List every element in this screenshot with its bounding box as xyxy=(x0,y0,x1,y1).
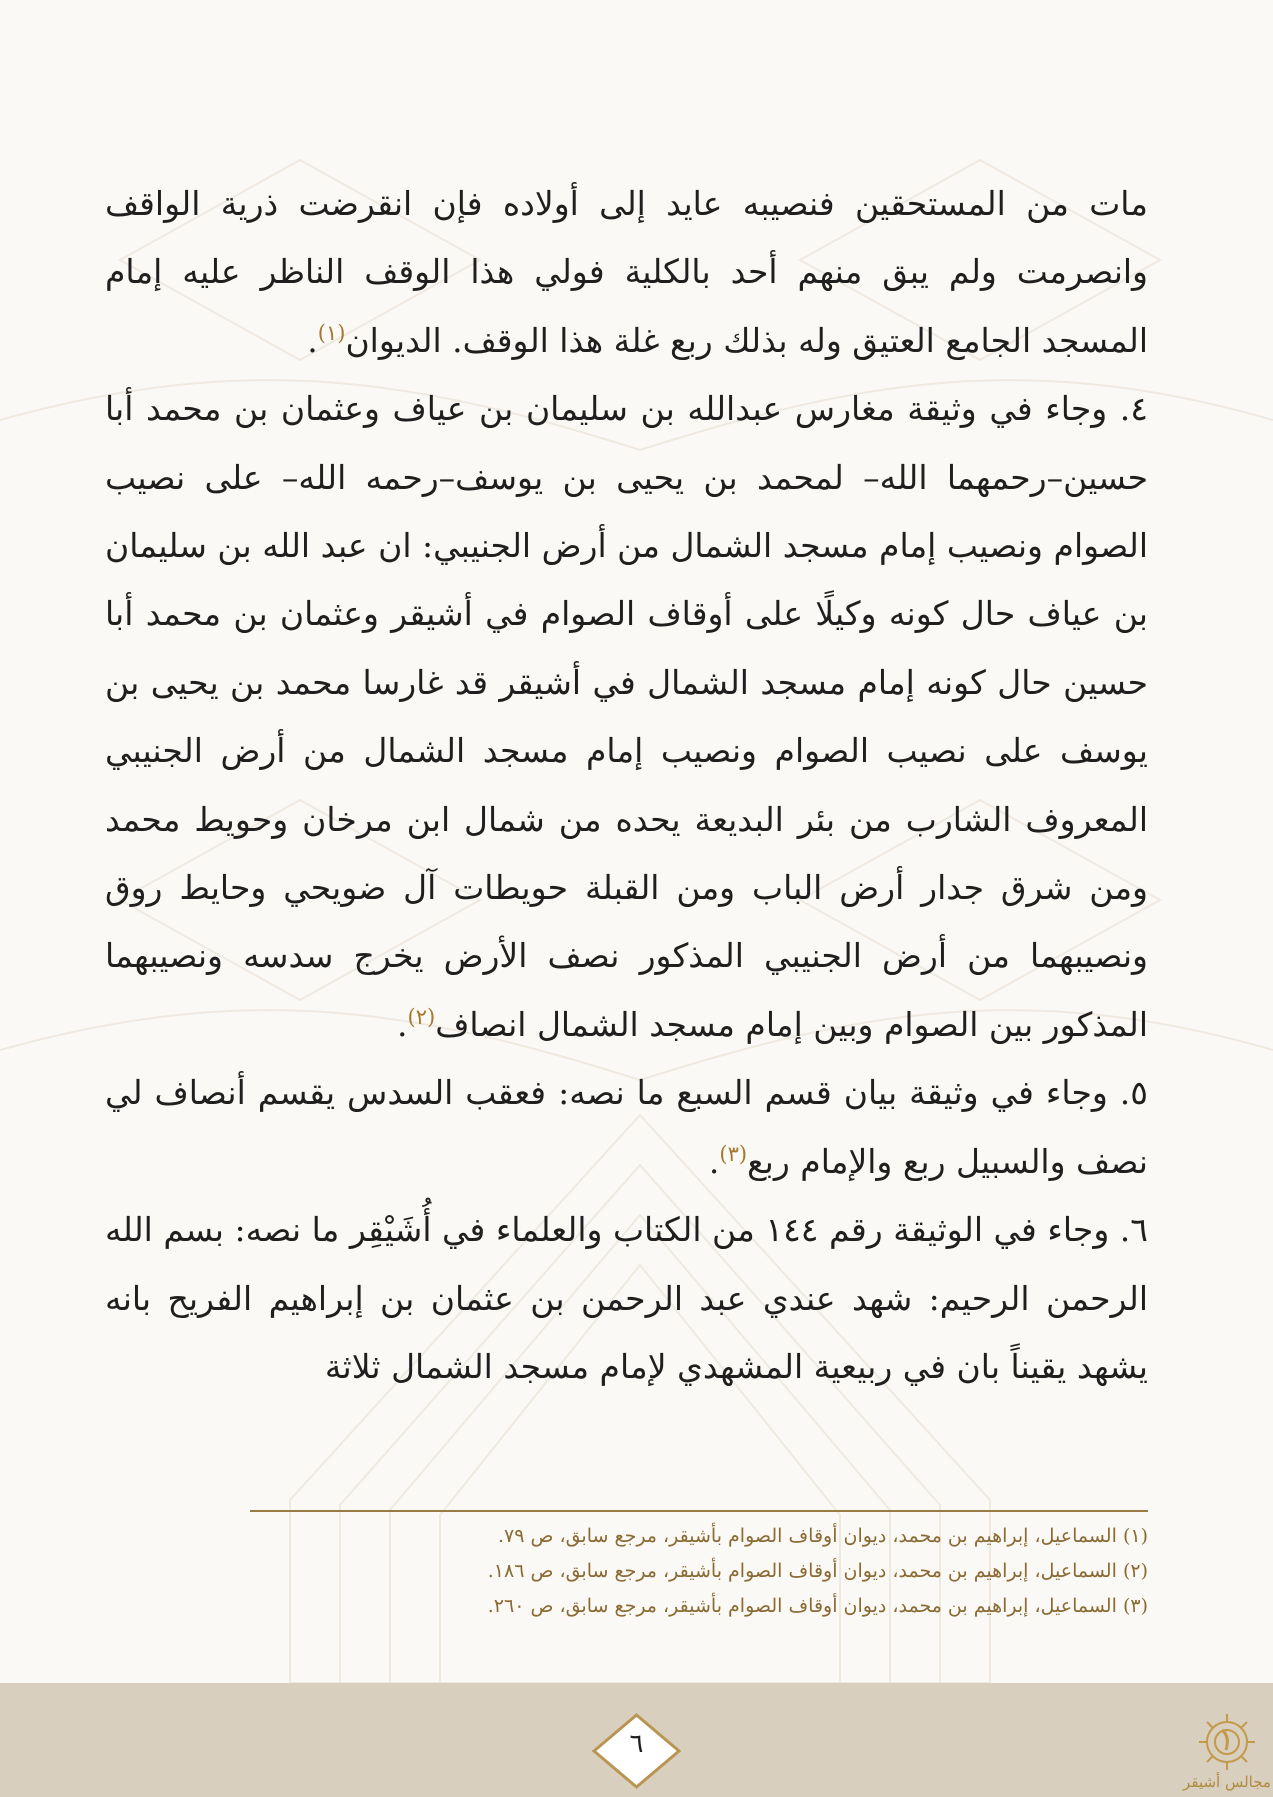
footnote: (٣) السماعيل، إبراهيم بن محمد، ديوان أوقاف الصوام بأشيقر، مرجع سابق، ص ٢٦٠. xyxy=(487,1595,1148,1617)
paragraph: ٦. وجاء في الوثيقة رقم ١٤٤ من الكتاب والعلماء في أُشَيْقِر ما نصه: بسم الله الرحمن الرحيم: شهد عندي عبد الرحمن بن عثمان بن إبراهيم الفريح بانه يشهد يقيناً بان في ربيعية المشهدي لإمام مسجد الشمال ثلاثة xyxy=(105,1210,1148,1386)
page-number: ٦ xyxy=(629,1729,644,1759)
logo-text: مجالس أشيقر xyxy=(1183,1773,1271,1791)
main-text xyxy=(105,170,1148,1401)
footnote-ref[interactable]: (١) xyxy=(317,320,346,345)
paragraph: ٥. وجاء في وثيقة بيان قسم السبع ما نصه: فعقب السدس يقسم أنصاف لي نصف والسبيل ربع والإمام ربع$^{(٣)}$. xyxy=(105,1073,1148,1181)
footnote: (٢) السماعيل، إبراهيم بن محمد، ديوان أوقاف الصوام بأشيقر، مرجع سابق، ص ١٨٦. xyxy=(487,1560,1148,1582)
footnote-divider xyxy=(250,1510,1148,1512)
paragraph: ٤. وجاء في وثيقة مغارس عبدالله بن سليمان بن عياف وعثمان بن محمد أبا حسين–رحمهما الله– لمحمد بن يحيى بن يوسف–رحمه الله– على نصيب الصوام ونصيب إمام مسجد الشمال من أرض الجنيبي: ان عبد الله بن سليمان بن عياف حال كونه وكيلًا على أوقاف الصوام في أشيقر وعثمان بن محمد أبا حسين حال كونه إمام مسجد الشمال في أشيقر قد غارسا محمد بن يحيى بن يوسف على نصيب الصوام ونصيب إمام مسجد الشمال من أرض الجنيبي المعروف الشارب من بئر البديعة يحده من شمال ابن مرخان وحويط محمد ومن شرق جدار أرض الباب ومن القبلة حويطات آل ضويحي وحايط روق ونصيبهما من أرض الجنيبي المذكور نصف الأرض يخرج سدسه ونصيبهما المذكور بين الصوام وبين إمام مسجد الشمال انصاف$^{(٢)}$. xyxy=(105,389,1148,1044)
footnote-ref[interactable]: (٣) xyxy=(719,1141,748,1166)
paragraph: مات من المستحقين فنصيبه عايد إلى أولاده فإن انقرضت ذرية الواقف وانصرمت ولم يبق منهم أحد بالكلية فولي هذا الوقف الناظر عليه إمام المسجد الجامع العتيق وله بذلك ربع غلة هذا الوقف. الديوان$^{(١)}$. xyxy=(105,184,1148,360)
footnote-ref[interactable]: (٢) xyxy=(407,1004,436,1029)
footnote: (١) السماعيل، إبراهيم بن محمد، ديوان أوقاف الصوام بأشيقر، مرجع سابق، ص ٧٩. xyxy=(497,1525,1148,1547)
footnotes xyxy=(250,1519,1148,1624)
